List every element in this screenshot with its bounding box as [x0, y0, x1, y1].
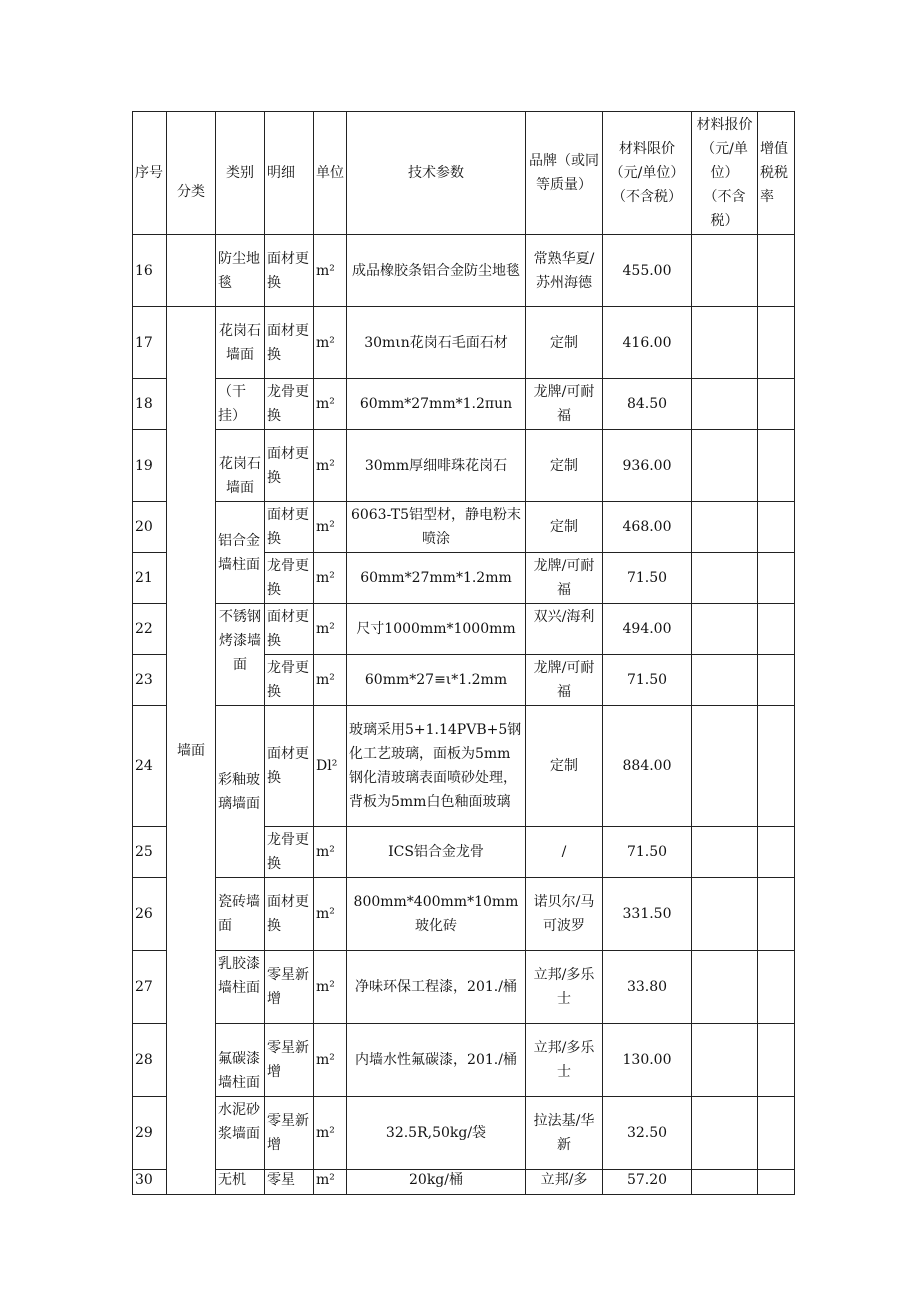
header-quote-price-tax: （不含税）	[703, 189, 746, 229]
header-vat: 增值税税率	[758, 112, 795, 235]
table-row	[133, 1097, 795, 1170]
header-group: 分类	[167, 112, 216, 235]
cell-no: 20	[133, 502, 167, 553]
cell-brand: 立邦/多乐士	[526, 1024, 603, 1097]
table-row	[133, 235, 795, 307]
header-limit-price: 材料限价（元/单位）（不含税）	[603, 112, 692, 235]
cell-detail: 零星新增	[265, 1024, 314, 1097]
cell-group-empty	[167, 235, 216, 307]
cell-limit-price: 71.50	[603, 827, 692, 878]
cell-spec: 60mm*27mm*1.2mm	[347, 553, 526, 604]
cell-limit-price: 57.20	[603, 1170, 692, 1195]
header-quote-price-main: 材料报价（元/单位）	[696, 117, 753, 181]
table-row	[133, 1170, 795, 1195]
cell-limit-price: 468.00	[603, 502, 692, 553]
cell-quote-price	[692, 1097, 758, 1170]
table-row	[133, 878, 795, 951]
cell-brand: 双兴/海利	[526, 604, 603, 655]
cell-quote-price	[692, 1024, 758, 1097]
cell-vat	[758, 502, 795, 553]
cell-quote-price	[692, 706, 758, 827]
cell-no: 26	[133, 878, 167, 951]
header-brand: 品牌（或同等质量）	[526, 112, 603, 235]
cell-unit: m²	[314, 430, 347, 502]
cell-no: 29	[133, 1097, 167, 1170]
cell-quote-price	[692, 827, 758, 878]
cell-vat	[758, 706, 795, 827]
cell-unit: m²	[314, 1170, 347, 1195]
cell-unit: m²	[314, 878, 347, 951]
cell-quote-price	[692, 951, 758, 1024]
cell-limit-price: 71.50	[603, 553, 692, 604]
cell-no: 24	[133, 706, 167, 827]
cell-spec: 60mm*27≡ι*1.2mm	[347, 655, 526, 706]
header-row	[133, 112, 795, 235]
cell-no: 22	[133, 604, 167, 655]
cell-detail: 龙骨更换	[265, 553, 314, 604]
cell-quote-price	[692, 235, 758, 307]
header-category: 类别	[216, 112, 265, 235]
table-row	[133, 307, 795, 379]
cell-brand: 龙牌/可耐福	[526, 379, 603, 430]
cell-brand: 定制	[526, 430, 603, 502]
cell-detail: 面材更换	[265, 235, 314, 307]
cell-category: 防尘地毯	[216, 235, 265, 307]
cell-vat	[758, 235, 795, 307]
cell-vat	[758, 1024, 795, 1097]
cell-spec: 成品橡胶条铝合金防尘地毯	[347, 235, 526, 307]
header-quote-price	[692, 112, 758, 235]
cell-spec: 30mιn花岗石毛面石材	[347, 307, 526, 379]
cell-spec: ICS铝合金龙骨	[347, 827, 526, 878]
cell-brand: /	[526, 827, 603, 878]
cell-quote-price	[692, 502, 758, 553]
cell-category: （干挂）	[216, 379, 265, 430]
cell-limit-price: 32.50	[603, 1097, 692, 1170]
cell-category: 氟碳漆墙柱面	[216, 1024, 265, 1097]
cell-limit-price: 84.50	[603, 379, 692, 430]
cell-vat	[758, 604, 795, 655]
cell-quote-price	[692, 655, 758, 706]
cell-detail: 面材更换	[265, 878, 314, 951]
cell-unit: m²	[314, 1024, 347, 1097]
cell-unit: m²	[314, 379, 347, 430]
cell-category: 水泥砂浆墙面	[216, 1097, 265, 1170]
table-row	[133, 379, 795, 430]
cell-unit: m²	[314, 553, 347, 604]
cell-limit-price: 130.00	[603, 1024, 692, 1097]
cell-spec: 20kg/桶	[347, 1170, 526, 1195]
cell-quote-price	[692, 379, 758, 430]
table-row	[133, 951, 795, 1024]
cell-no: 18	[133, 379, 167, 430]
cell-unit: m²	[314, 1097, 347, 1170]
cell-limit-price: 455.00	[603, 235, 692, 307]
cell-no: 27	[133, 951, 167, 1024]
header-unit: 单位	[314, 112, 347, 235]
cell-unit: m²	[314, 235, 347, 307]
cell-category: 不锈钢烤漆墙面	[216, 604, 265, 706]
cell-limit-price: 494.00	[603, 604, 692, 655]
cell-vat	[758, 379, 795, 430]
cell-limit-price: 71.50	[603, 655, 692, 706]
cell-detail: 龙骨更换	[265, 655, 314, 706]
table-row	[133, 1024, 795, 1097]
cell-detail: 面材更换	[265, 604, 314, 655]
cell-category: 瓷砖墙面	[216, 878, 265, 951]
cell-no: 23	[133, 655, 167, 706]
cell-spec: 玻璃采用5+1.14PVB+5钢化工艺玻璃，面板为5mm钢化清玻璃表面喷砂处理，背板为5mm白色釉面玻璃	[347, 706, 526, 827]
cell-no: 25	[133, 827, 167, 878]
table-row	[133, 706, 795, 827]
cell-category: 乳胶漆墙柱面	[216, 951, 265, 1024]
cell-category: 彩釉玻璃墙面	[216, 706, 265, 878]
cell-quote-price	[692, 553, 758, 604]
cell-spec: 净味环保工程漆，201./桶	[347, 951, 526, 1024]
header-detail: 明细	[265, 112, 314, 235]
table-row	[133, 430, 795, 502]
cell-detail: 龙骨更换	[265, 379, 314, 430]
cell-quote-price	[692, 430, 758, 502]
cell-brand: 龙牌/可耐福	[526, 655, 603, 706]
cell-vat	[758, 553, 795, 604]
cell-vat	[758, 430, 795, 502]
cell-brand: 龙牌/可耐福	[526, 553, 603, 604]
cell-no: 21	[133, 553, 167, 604]
cell-vat	[758, 1170, 795, 1195]
cell-detail: 零星	[265, 1170, 314, 1195]
cell-limit-price: 416.00	[603, 307, 692, 379]
header-spec: 技术参数	[347, 112, 526, 235]
cell-unit: m²	[314, 502, 347, 553]
cell-brand: 常熟华夏/苏州海德	[526, 235, 603, 307]
cell-no: 19	[133, 430, 167, 502]
cell-spec: 60mm*27mm*1.2πun	[347, 379, 526, 430]
cell-category: 花岗石墙面	[216, 307, 265, 379]
cell-no: 28	[133, 1024, 167, 1097]
material-price-table	[132, 111, 795, 1195]
cell-spec: 30mm厚细啡珠花岗石	[347, 430, 526, 502]
cell-unit: Dl²	[314, 706, 347, 827]
cell-detail: 面材更换	[265, 706, 314, 827]
cell-detail: 龙骨更换	[265, 827, 314, 878]
cell-limit-price: 331.50	[603, 878, 692, 951]
cell-unit: m²	[314, 655, 347, 706]
cell-unit: m²	[314, 604, 347, 655]
cell-brand: 定制	[526, 307, 603, 379]
cell-group-wall: 墙面	[167, 307, 216, 1195]
cell-quote-price	[692, 1170, 758, 1195]
cell-unit: m²	[314, 827, 347, 878]
cell-no: 30	[133, 1170, 167, 1195]
cell-category: 铝合金墙柱面	[216, 502, 265, 604]
cell-no: 16	[133, 235, 167, 307]
cell-detail: 面材更换	[265, 307, 314, 379]
table-row	[133, 604, 795, 655]
cell-detail: 面材更换	[265, 430, 314, 502]
cell-limit-price: 936.00	[603, 430, 692, 502]
cell-quote-price	[692, 307, 758, 379]
cell-quote-price	[692, 604, 758, 655]
cell-brand: 定制	[526, 502, 603, 553]
cell-limit-price: 884.00	[603, 706, 692, 827]
cell-vat	[758, 307, 795, 379]
cell-vat	[758, 827, 795, 878]
cell-detail: 面材更换	[265, 502, 314, 553]
cell-vat	[758, 878, 795, 951]
header-no: 序号	[133, 112, 167, 235]
cell-quote-price	[692, 878, 758, 951]
cell-category: 无机	[216, 1170, 265, 1195]
cell-spec: 内墙水性氟碳漆，201./桶	[347, 1024, 526, 1097]
cell-no: 17	[133, 307, 167, 379]
cell-brand: 拉法基/华新	[526, 1097, 603, 1170]
cell-brand: 诺贝尔/马可波罗	[526, 878, 603, 951]
cell-spec: 800mm*400mm*10mm玻化砖	[347, 878, 526, 951]
cell-detail: 零星新增	[265, 1097, 314, 1170]
cell-vat	[758, 1097, 795, 1170]
cell-brand: 立邦/多乐士	[526, 951, 603, 1024]
cell-category: 花岗石墙面	[216, 430, 265, 502]
cell-detail: 零星新增	[265, 951, 314, 1024]
cell-unit: m²	[314, 307, 347, 379]
cell-spec: 尺寸1000mm*1000mm	[347, 604, 526, 655]
cell-spec: 32.5R,50kg/袋	[347, 1097, 526, 1170]
cell-unit: m²	[314, 951, 347, 1024]
cell-spec: 6063-T5铝型材，静电粉末喷涂	[347, 502, 526, 553]
cell-vat	[758, 655, 795, 706]
cell-vat	[758, 951, 795, 1024]
cell-brand: 定制	[526, 706, 603, 827]
cell-limit-price: 33.80	[603, 951, 692, 1024]
table-row	[133, 502, 795, 553]
cell-brand: 立邦/多	[526, 1170, 603, 1195]
